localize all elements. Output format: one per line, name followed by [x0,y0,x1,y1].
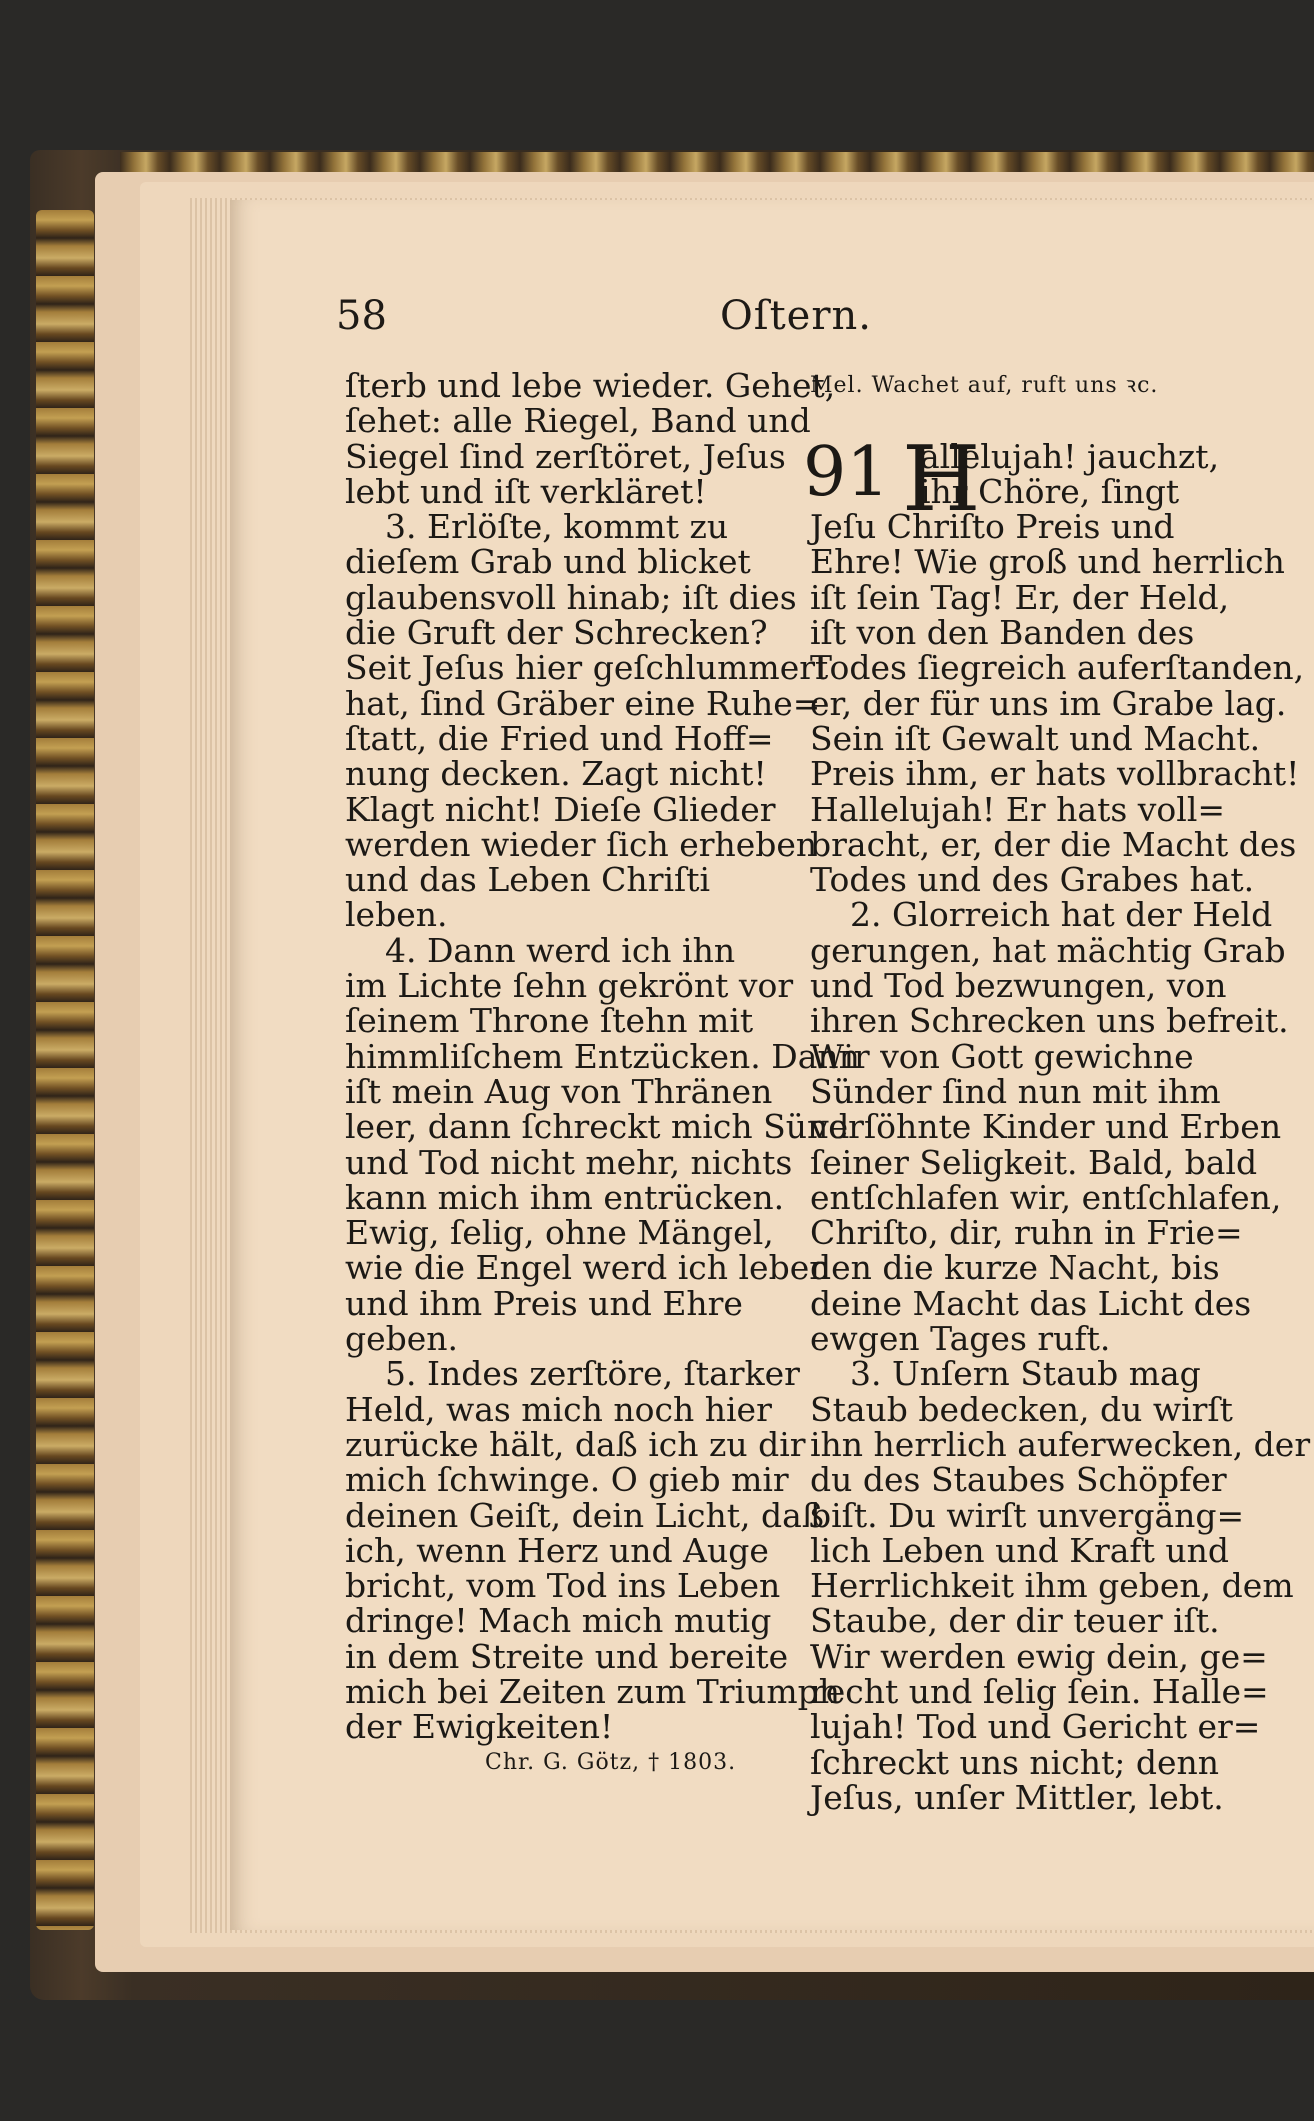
text-line: wie die Engel werd ich leben [345,1248,831,1288]
verse-start-line: 3. Unſern Staub mag [850,1354,1201,1394]
text-line: Jeſus, unſer Mittler, lebt. [810,1777,1224,1817]
text-line: bracht, er, der die Macht des [810,824,1297,864]
text-line: geben. [345,1319,459,1359]
text-line: Seit Jeſus hier geſchlummert [345,648,829,688]
text-line: entſchlafen wir, entſchlafen, [810,1177,1282,1217]
text-line: Sünder ſind nun mit ihm [810,1071,1221,1111]
text-line: du des Staubes Schöpfer [810,1460,1227,1500]
text-line: Ewig, ſelig, ohne Mängel, [345,1213,774,1253]
text-line: lich Leben und Kraft und [810,1530,1229,1570]
text-line: Wir von Gott gewichne [810,1036,1194,1076]
text-line: ihren Schrecken uns befreit. [810,1001,1289,1041]
text-line: lebt und iſt verkläret! [345,471,707,511]
text-line: Wir werden ewig dein, ge= [810,1636,1268,1676]
text-line: dieſem Grab und blicket [345,542,751,582]
page-number: 58 [336,293,387,339]
text-line: Herrlichkeit ihm geben, dem [810,1566,1294,1606]
text-line: zurücke hält, daß ich zu dir [345,1424,806,1464]
text-line: hat, ſind Gräber eine Ruhe= [345,683,821,723]
text-line: bricht, vom Tod ins Leben [345,1566,781,1606]
text-line: deine Macht das Licht des [810,1283,1252,1323]
text-line: und ihm Preis und Ehre [345,1283,743,1323]
hymn-author: Chr. G. Götz, † 1803. [485,1749,737,1775]
text-line: Staub bedecken, du wirſt [810,1389,1233,1429]
text-line: nung decken. Zagt nicht! [345,754,767,794]
text-line: in dem Streite und bereite [345,1636,789,1676]
text-line: im Lichte ſehn gekrönt vor [345,966,794,1006]
verse-start-line: 3. Erlöſte, kommt zu [385,507,729,547]
text-line: ſtatt, die Fried und Hoff= [345,718,774,758]
text-line: leben. [345,895,448,935]
verse-start-line: 2. Glorreich hat der Held [850,895,1273,935]
text-line: Ehre! Wie groß und herrlich [810,542,1285,582]
text-line: ſeiner Seligkeit. Bald, bald [810,1142,1258,1182]
text-line: ſehet: alle Riegel, Band und [345,401,811,441]
text-line: kann mich ihm entrücken. [345,1177,785,1217]
melody-note: Mel. Wachet auf, ruft uns ꝛc. [810,373,1159,398]
text-line: ewgen Tages ruft. [810,1319,1111,1359]
text-line: ihr Chöre, ſingt [920,471,1180,511]
verse-start-line: 5. Indes zerſtöre, ſtarker [385,1354,800,1394]
text-line: biſt. Du wirſt unvergäng= [810,1495,1245,1535]
text-line: und Tod bezwungen, von [810,966,1227,1006]
text-line: ſeinem Throne ſtehn mit [345,1001,754,1041]
verse-start-line: 4. Dann werd ich ihn [385,930,736,970]
text-line: ich, wenn Herz und Auge [345,1530,769,1570]
text-line: himmliſchem Entzücken. Dann [345,1036,860,1076]
text-line: allelujah! jauchzt, [920,436,1220,476]
text-line: recht und ſelig ſein. Halle= [810,1671,1269,1711]
text-line: Chriſto, dir, ruhn in Frie= [810,1213,1243,1253]
text-line: Todes und des Grabes hat. [810,860,1255,900]
dropcap-letter: H [902,427,981,532]
text-line: mich ſchwinge. O gieb mir [345,1460,789,1500]
text-line: verſöhnte Kinder und Erben [810,1107,1282,1147]
text-line: er, der für uns im Grabe lag. [810,683,1287,723]
text-line: dringe! Mach mich mutig [345,1601,772,1641]
text-line: und das Leben Chriſti [345,860,711,900]
text-line: Klagt nicht! Dieſe Glieder [345,789,776,829]
text-line: die Gruft der Schrecken? [345,613,768,653]
text-line: Sein iſt Gewalt und Macht. [810,718,1261,758]
text-line: iſt von den Banden des [810,613,1195,653]
text-line: den die kurze Nacht, bis [810,1248,1220,1288]
text-line: iſt mein Aug von Thränen [345,1071,773,1111]
hymn-number: 91 [803,433,890,512]
right-column [810,368,1311,1817]
text-line: Siegel ſind zerſtöret, Jeſus [345,436,786,476]
text-line: Hallelujah! Er hats voll= [810,789,1226,829]
running-title: Oſtern. [720,293,872,339]
text-line: glaubensvoll hinab; iſt dies [345,577,797,617]
text-line: ſchreckt uns nicht; denn [810,1742,1219,1782]
text-line: Held, was mich noch hier [345,1389,772,1429]
text-line: lujah! Tod und Gericht er= [810,1707,1261,1747]
text-line: werden wieder ſich erheben [345,824,818,864]
text-line: Preis ihm, er hats vollbracht! [810,754,1300,794]
text-line: gerungen, hat mächtig Grab [810,930,1286,970]
text-line: iſt ſein Tag! Er, der Held, [810,577,1230,617]
text-line: leer, dann ſchreckt mich Sünd [345,1107,850,1147]
text-line: und Tod nicht mehr, nichts [345,1142,793,1182]
text-line: deinen Geiſt, dein Licht, daß [345,1495,824,1535]
text-line: der Ewigkeiten! [345,1707,614,1747]
text-line: ihn herrlich auferwecken, der [810,1424,1311,1464]
text-line: Jeſu Chriſto Preis und [810,507,1175,547]
text-line: mich bei Zeiten zum Triumph [345,1671,840,1711]
text-line: Todes ſiegreich auferſtanden, [810,648,1305,688]
spine-ornament [36,210,94,1930]
text-line: ſterb und lebe wieder. Gehet, [345,366,836,405]
text-line: Staube, der dir teuer iſt. [810,1601,1220,1641]
